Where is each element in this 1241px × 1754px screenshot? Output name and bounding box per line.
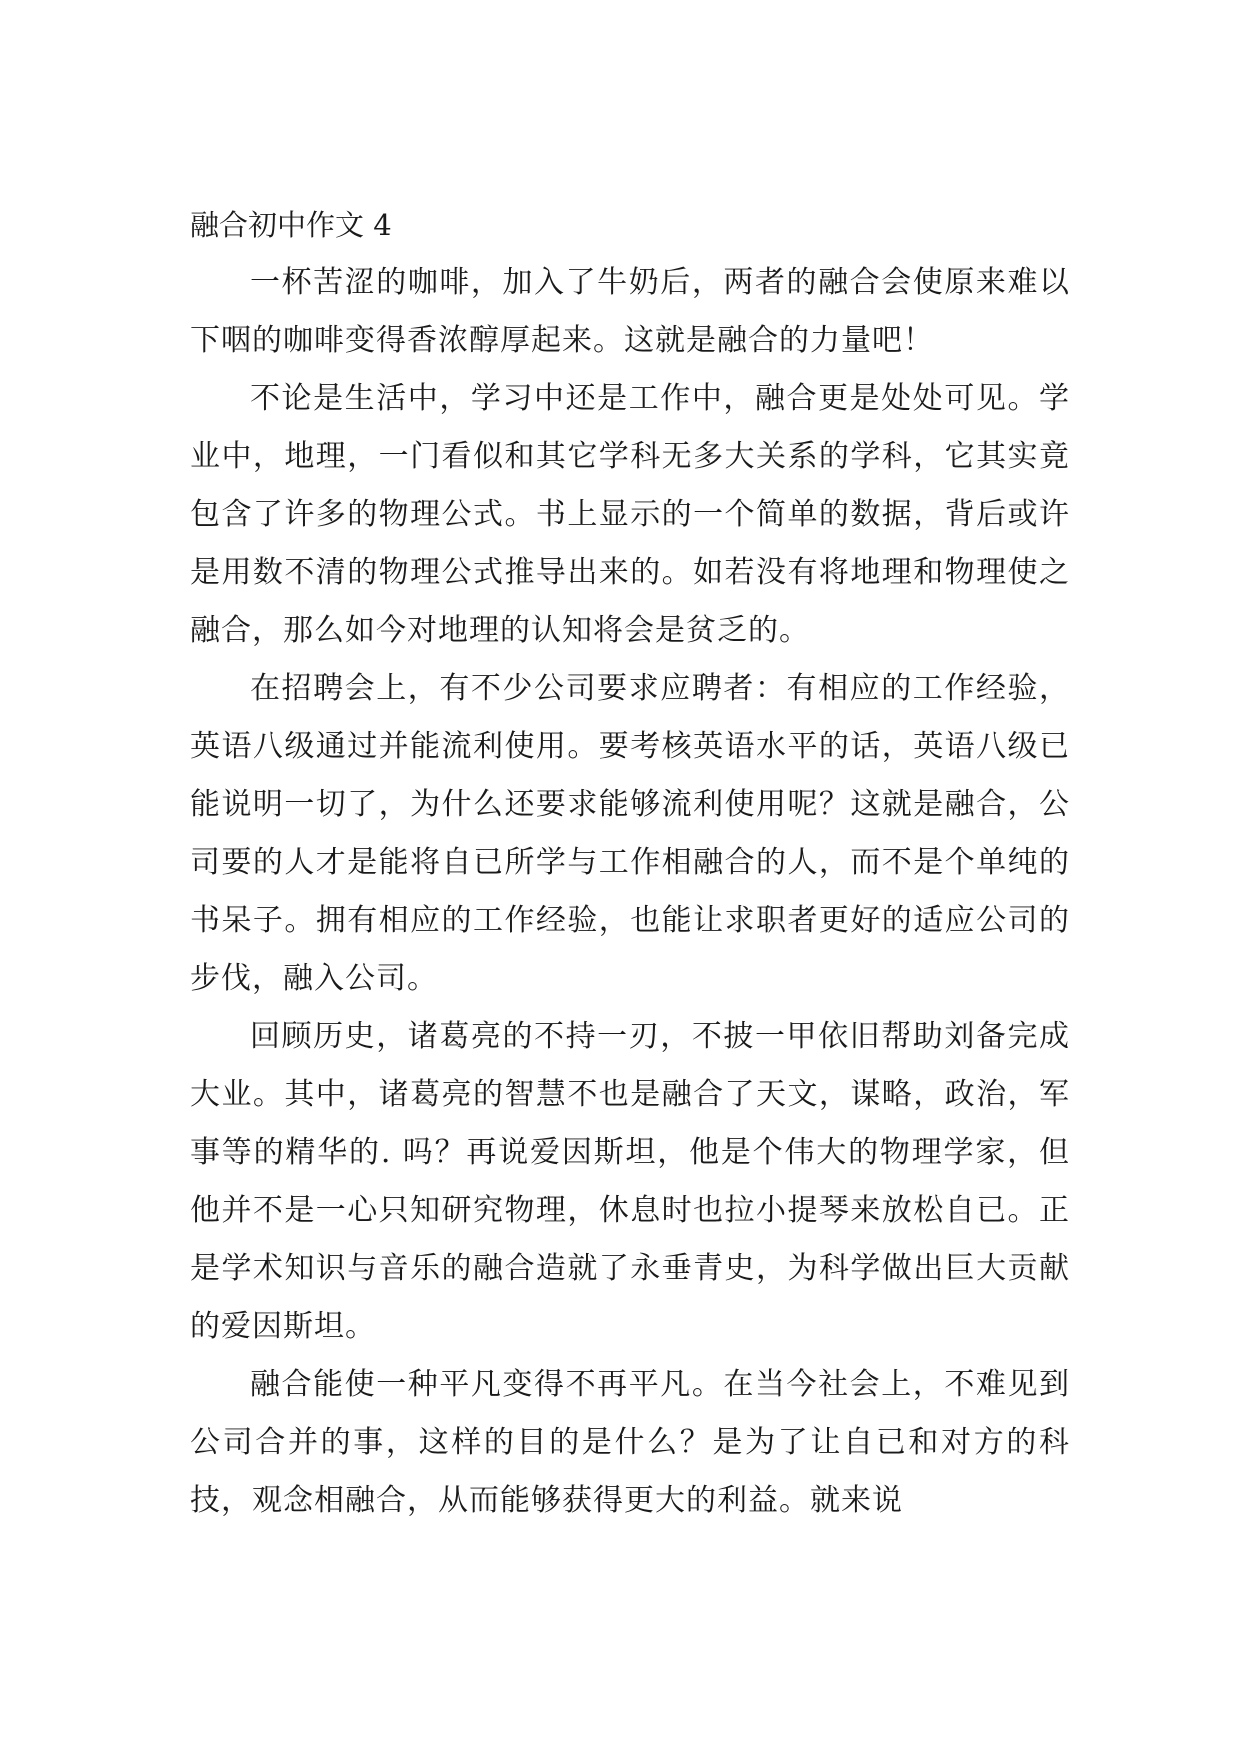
paragraph-geography: 不论是生活中，学习中还是工作中，融合更是处处可见。学业中，地理，一门看似和其它学科无多大关系的学科，它其实竟包含了许多的物理公式。书上显示的一个简单的数据，背后或许是用数不清的物理公式推导出来的。如若没有将地理和物理使之融合，那么如今对地理的认知将会是贫乏的。 [190,381,1070,648]
paragraph-merger: 融合能使一种平凡变得不再平凡。在当今社会上，不难见到公司合并的事，这样的目的是什么？是为了让自已和对方的科技，观念相融合，从而能够获得更大的利益。就来说 [190,1367,1070,1518]
paragraph-history: 回顾历史，诸葛亮的不持一刃，不披一甲依旧帮助刘备完成大业。其中，诸葛亮的智慧不也是融合了天文，谋略，政治，军事等的精华的. 吗？再说爱因斯坦，他是个伟大的物理学家，但他并不是一心只知研究物理，休息时也拉小提琴来放松自已。正是学术知识与音乐的融合造就了永垂青史，为科学做出巨大贡献的爱因斯坦。 [190,1019,1070,1344]
document-title: 融合初中作文 4 [190,208,392,242]
paragraph-coffee: 一杯苦涩的咖啡，加入了牛奶后，两者的融合会使原来难以下咽的咖啡变得香浓醇厚起来。这就是融合的力量吧！ [190,265,1070,358]
document-body [190,196,1070,1530]
paragraph-recruitment: 在招聘会上，有不少公司要求应聘者：有相应的工作经验，英语八级通过并能流利使用。要考核英语水平的话，英语八级已能说明一切了，为什么还要求能够流利使用呢？这就是融合，公司要的人才是能将自已所学与工作相融合的人，而不是个单纯的书呆子。拥有相应的工作经验，也能让求职者更好的适应公司的步伐，融入公司。 [190,671,1070,996]
